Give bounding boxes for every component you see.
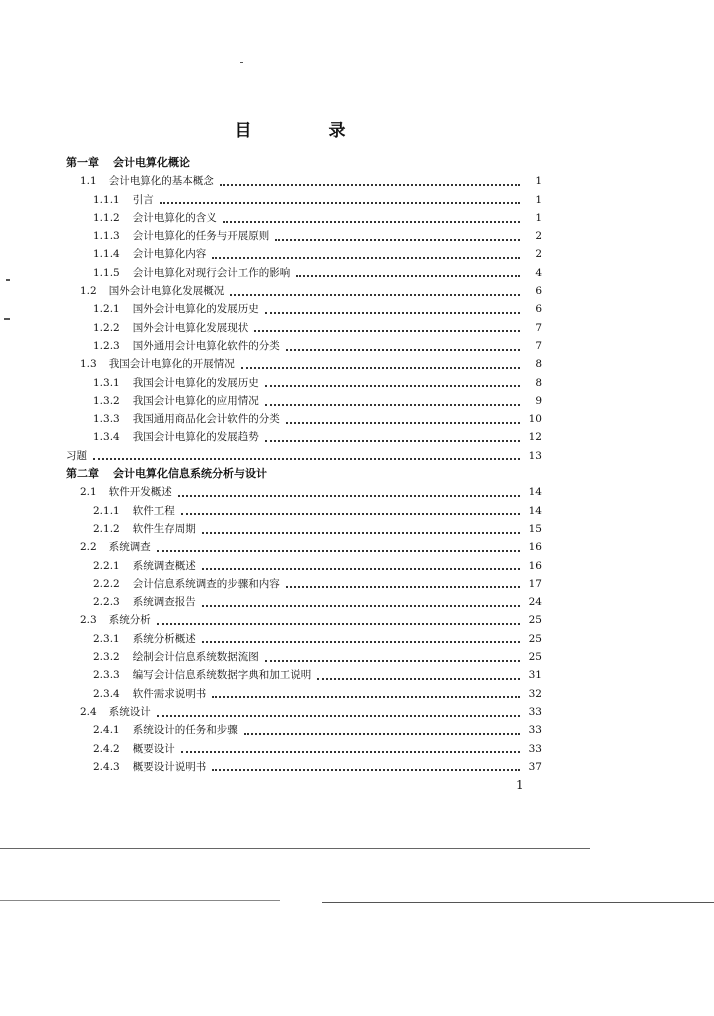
toc-page: 25 <box>528 632 542 645</box>
dot-leader <box>157 622 520 625</box>
toc-page: 15 <box>528 522 542 535</box>
toc-title: 系统分析 <box>108 614 151 627</box>
toc-subsection <box>66 630 542 648</box>
dot-leader <box>160 201 520 204</box>
toc-number: 1.2.2 <box>93 321 120 334</box>
dot-leader <box>212 695 520 698</box>
toc-entry <box>66 447 542 465</box>
toc-subsection <box>66 685 542 703</box>
toc-number: 2.2.3 <box>93 596 120 609</box>
toc-title: 会计电算化信息系统分析与设计 <box>113 467 267 481</box>
toc-page: 6 <box>535 285 542 298</box>
toc-number: 2.3.1 <box>93 632 120 645</box>
dot-leader <box>286 585 520 588</box>
toc-subsection <box>66 209 542 227</box>
toc-subsection <box>66 428 542 446</box>
dot-leader <box>212 256 520 259</box>
toc-title: 系统分析概述 <box>132 632 196 645</box>
toc-number: 1.3.3 <box>93 413 120 426</box>
toc-number: 2.2.1 <box>93 559 120 572</box>
toc-page: 16 <box>528 541 542 554</box>
toc-subsection <box>66 300 542 318</box>
toc-number: 1.1 <box>80 175 97 188</box>
toc-subsection <box>66 721 542 739</box>
toc-page: 8 <box>535 358 542 371</box>
dot-leader <box>181 750 520 753</box>
dot-leader <box>202 604 520 607</box>
scan-line <box>0 848 590 849</box>
toc-number: 1.1.5 <box>93 266 120 279</box>
scan-speck <box>240 62 243 63</box>
toc-number: 2.2 <box>80 541 97 554</box>
toc-number: 2.2.2 <box>93 577 120 590</box>
toc-title: 会计电算化的含义 <box>132 211 217 224</box>
toc-number: 2.1 <box>80 486 97 499</box>
dot-leader <box>202 531 520 534</box>
dot-leader <box>157 549 520 552</box>
dot-leader <box>244 732 520 735</box>
toc-title: 系统调查报告 <box>132 596 196 609</box>
toc-title: 软件工程 <box>132 504 175 517</box>
dot-leader <box>275 238 520 241</box>
toc-title: 我国会计电算化的开展情况 <box>108 358 235 371</box>
toc-number: 2.1.2 <box>93 522 120 535</box>
toc-number: 2.4.3 <box>93 760 120 773</box>
toc-number: 第二章 <box>66 467 99 481</box>
dot-leader <box>265 403 520 406</box>
toc-page: 32 <box>528 687 542 700</box>
toc-subsection <box>66 337 542 355</box>
toc-title: 引言 <box>132 193 154 206</box>
toc-page: 25 <box>528 651 542 664</box>
toc-title: 国外会计电算化发展现状 <box>132 321 249 334</box>
toc-subsection <box>66 410 542 428</box>
dot-leader <box>178 494 520 497</box>
toc-subsection <box>66 758 542 776</box>
toc-page: 1 <box>535 193 542 206</box>
toc-section <box>66 611 542 629</box>
toc-subsection <box>66 264 542 282</box>
dot-leader <box>181 512 520 515</box>
toc-number: 1.2.1 <box>93 303 120 316</box>
toc-chapter <box>66 465 542 483</box>
toc-subsection <box>66 374 542 392</box>
toc-title: 我国会计电算化的发展历史 <box>132 376 259 389</box>
toc-chapter <box>66 154 542 172</box>
toc-title: 我国会计电算化的发展趋势 <box>132 431 259 444</box>
toc-title: 概要设计 <box>132 742 175 755</box>
toc-subsection <box>66 392 542 410</box>
toc-subsection <box>66 520 542 538</box>
toc-title: 会计电算化的基本概念 <box>108 175 214 188</box>
toc-page: 37 <box>528 760 542 773</box>
dot-leader <box>317 677 520 680</box>
toc-subsection <box>66 319 542 337</box>
toc-number: 1.1.3 <box>93 230 120 243</box>
dot-leader <box>286 348 520 351</box>
toc-title: 系统设计的任务和步骤 <box>132 724 238 737</box>
toc-title: 我国通用商品化会计软件的分类 <box>132 413 280 426</box>
toc-number: 2.4.1 <box>93 724 120 737</box>
toc-section <box>66 703 542 721</box>
dot-leader <box>265 384 520 387</box>
toc-title: 会计电算化概论 <box>113 156 190 169</box>
toc-page: 31 <box>528 669 542 682</box>
dot-leader <box>202 567 520 570</box>
toc-page: 2 <box>535 248 542 261</box>
dot-leader <box>93 457 520 460</box>
toc-number: 2.4.2 <box>93 742 120 755</box>
toc-number: 2.3.3 <box>93 669 120 682</box>
toc-title: 绘制会计信息系统数据流图 <box>132 651 259 664</box>
toc-number: 1.2.3 <box>93 339 120 352</box>
toc-title: 习题 <box>66 449 87 462</box>
dot-leader <box>220 183 520 186</box>
toc-section <box>66 538 542 556</box>
toc-number: 1.1.2 <box>93 211 120 224</box>
toc-title: 编写会计信息系统数据字典和加工说明 <box>132 669 312 682</box>
toc-section <box>66 172 542 190</box>
toc-number: 2.3.4 <box>93 687 120 700</box>
toc-page: 33 <box>528 724 542 737</box>
toc-title: 我国会计电算化的应用情况 <box>132 394 259 407</box>
toc-page: 1 <box>535 211 542 224</box>
table-of-contents <box>66 154 542 776</box>
toc-title: 会计电算化对现行会计工作的影响 <box>132 266 291 279</box>
toc-page: 33 <box>528 705 542 718</box>
toc-subsection <box>66 648 542 666</box>
dot-leader <box>286 421 520 424</box>
toc-number: 1.3.2 <box>93 394 120 407</box>
toc-page: 24 <box>528 596 542 609</box>
dot-leader <box>241 366 520 369</box>
dot-leader <box>223 220 520 223</box>
toc-title: 软件需求说明书 <box>132 687 207 700</box>
toc-page: 4 <box>535 266 542 279</box>
dot-leader <box>202 640 520 643</box>
toc-subsection <box>66 245 542 263</box>
toc-title: 系统调查 <box>108 541 151 554</box>
scan-line <box>322 902 714 903</box>
toc-title: 会计电算化的任务与开展原则 <box>132 230 270 243</box>
toc-title: 国外通用会计电算化软件的分类 <box>132 339 280 352</box>
toc-section <box>66 282 542 300</box>
toc-subsection <box>66 191 542 209</box>
toc-page: 25 <box>528 614 542 627</box>
toc-page: 10 <box>528 413 542 426</box>
toc-section <box>66 355 542 373</box>
toc-page: 7 <box>535 321 542 334</box>
toc-title: 系统设计 <box>108 705 151 718</box>
toc-subsection <box>66 740 542 758</box>
scan-line <box>0 900 280 901</box>
toc-page: 9 <box>535 394 542 407</box>
scan-speck <box>6 279 10 281</box>
toc-title: 会计信息系统调查的步骤和内容 <box>132 577 280 590</box>
toc-subsection <box>66 227 542 245</box>
page-number: 1 <box>516 778 524 792</box>
toc-number: 2.3.2 <box>93 651 120 664</box>
toc-number: 1.1.4 <box>93 248 120 261</box>
toc-number: 1.2 <box>80 285 97 298</box>
toc-title: 国外会计电算化发展概况 <box>108 285 225 298</box>
toc-number: 1.3.1 <box>93 376 120 389</box>
toc-page: 2 <box>535 230 542 243</box>
toc-title: 系统调查概述 <box>132 559 196 572</box>
toc-page: 33 <box>528 742 542 755</box>
toc-subsection <box>66 666 542 684</box>
toc-page: 6 <box>535 303 542 316</box>
toc-title: 软件开发概述 <box>108 486 172 499</box>
toc-title: 软件生存周期 <box>132 522 196 535</box>
toc-page: 17 <box>528 577 542 590</box>
toc-page: 1 <box>535 175 542 188</box>
dot-leader <box>265 311 520 314</box>
toc-subsection <box>66 557 542 575</box>
dot-leader <box>212 768 520 771</box>
toc-subsection <box>66 593 542 611</box>
toc-subsection <box>66 575 542 593</box>
dot-leader <box>254 329 520 332</box>
dot-leader <box>265 659 520 662</box>
toc-title: 国外会计电算化的发展历史 <box>132 303 259 316</box>
dot-leader <box>265 439 520 442</box>
toc-title: 概要设计说明书 <box>132 760 207 773</box>
toc-number: 1.1.1 <box>93 193 120 206</box>
dot-leader <box>230 293 520 296</box>
toc-number: 2.3 <box>80 614 97 627</box>
toc-page: 13 <box>528 449 542 462</box>
toc-title: 会计电算化内容 <box>132 248 207 261</box>
toc-page: 12 <box>528 431 542 444</box>
toc-page: 14 <box>528 486 542 499</box>
toc-number: 2.1.1 <box>93 504 120 517</box>
toc-number: 1.3 <box>80 358 97 371</box>
dot-leader <box>296 274 520 277</box>
toc-section <box>66 483 542 501</box>
page-title: 目 录 <box>234 121 376 141</box>
toc-page: 8 <box>535 376 542 389</box>
toc-page: 16 <box>528 559 542 572</box>
toc-page: 7 <box>535 339 542 352</box>
toc-subsection <box>66 502 542 520</box>
scan-speck <box>4 318 10 320</box>
toc-number: 第一章 <box>66 156 99 169</box>
toc-number: 1.3.4 <box>93 431 120 444</box>
dot-leader <box>157 714 520 717</box>
toc-page: 14 <box>528 504 542 517</box>
toc-number: 2.4 <box>80 705 97 718</box>
